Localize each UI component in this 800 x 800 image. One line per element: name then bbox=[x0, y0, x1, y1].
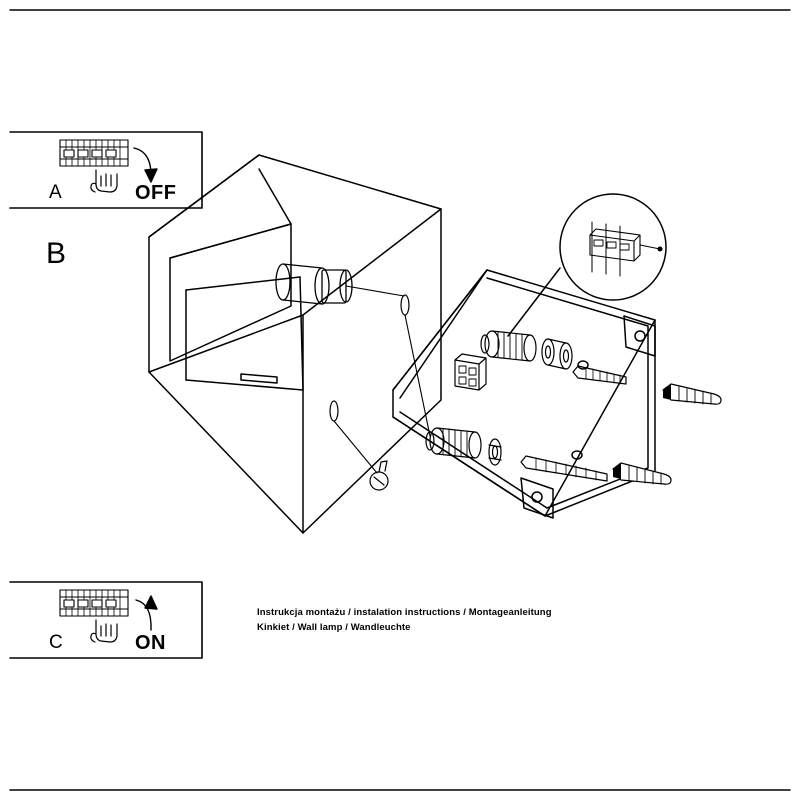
terminal-block-detail bbox=[508, 194, 666, 336]
end-cap-right bbox=[401, 295, 409, 315]
hand-pointing-icon-c bbox=[91, 620, 117, 642]
lamp-socket-tube bbox=[276, 264, 352, 304]
wall-plug-upper bbox=[663, 384, 721, 404]
terminal-block-detail-contents bbox=[590, 222, 662, 276]
screw-lower bbox=[521, 456, 607, 481]
wall-lamp-housing bbox=[149, 155, 441, 533]
wall-plug-lower bbox=[613, 463, 671, 484]
step-a-letter: A bbox=[49, 182, 62, 203]
step-c-switch-label: ON bbox=[135, 632, 166, 654]
document-subtitle: Kinkiet / Wall lamp / Wandleuchte bbox=[257, 622, 411, 633]
curved-arrow-down-icon-a bbox=[134, 148, 157, 182]
mounting-bracket-plate bbox=[393, 270, 655, 518]
washer-lower bbox=[489, 439, 501, 465]
curved-arrow-up-icon-c bbox=[136, 596, 157, 630]
hand-pointing-icon-a bbox=[91, 170, 117, 192]
step-a-switch-label: OFF bbox=[135, 182, 177, 204]
threaded-socket-lower bbox=[426, 428, 481, 458]
step-c-panel-border bbox=[10, 582, 202, 658]
step-b-letter: B bbox=[46, 237, 67, 270]
step-c-letter: C bbox=[49, 632, 63, 653]
end-cap-left bbox=[330, 401, 338, 421]
circuit-breaker-icon-c bbox=[60, 590, 128, 616]
document-title: Instrukcja montażu / instalation instructions / Montageanleitung bbox=[257, 607, 552, 618]
terminal-block bbox=[455, 354, 486, 390]
washer-upper bbox=[542, 339, 572, 369]
assembly-guide-lines bbox=[334, 286, 430, 473]
circuit-breaker-icon-a bbox=[60, 140, 128, 166]
